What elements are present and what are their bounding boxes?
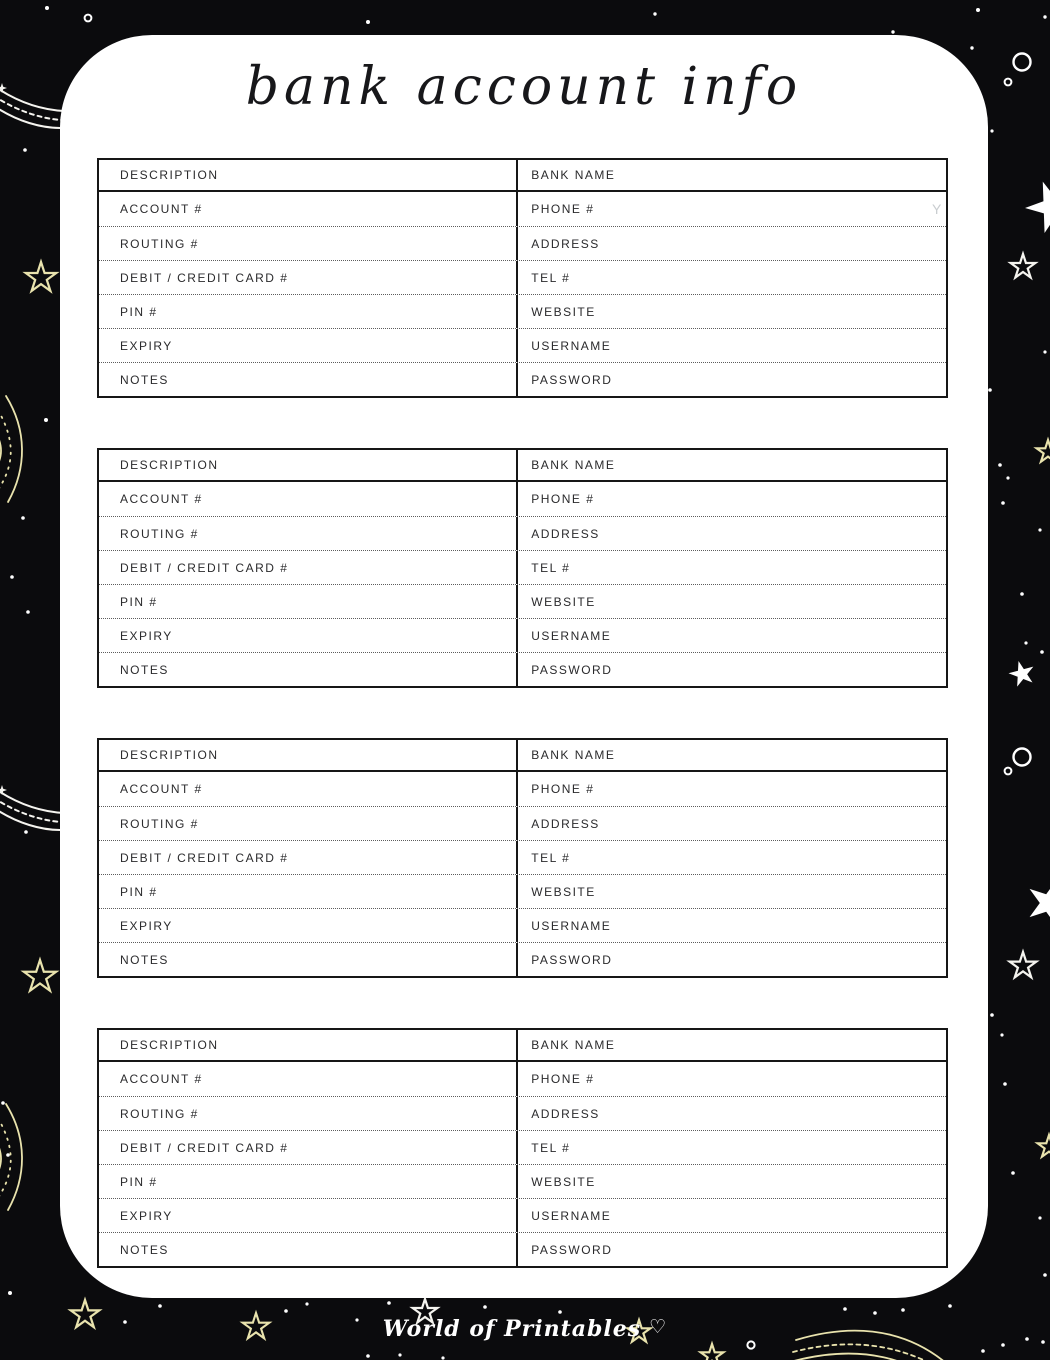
row-label-username: USERNAME xyxy=(531,628,612,643)
row-label-card: DEBIT / CREDIT CARD # xyxy=(99,1131,518,1164)
row-label-expiry: EXPIRY xyxy=(99,909,518,942)
table-row xyxy=(99,1096,946,1130)
table-row xyxy=(99,908,946,942)
row-label-address: ADDRESS xyxy=(531,236,600,251)
table-row xyxy=(99,652,946,686)
table-row xyxy=(99,1062,946,1096)
bank-account-table xyxy=(97,1028,948,1268)
row-label-address: ADDRESS xyxy=(531,816,600,831)
table-row xyxy=(99,260,946,294)
row-label-phone: PHONE # xyxy=(531,202,595,216)
row-label-routing: ROUTING # xyxy=(99,227,518,260)
table-header-row xyxy=(99,740,946,772)
header-cell-description: DESCRIPTION xyxy=(99,1030,518,1060)
row-label-website: WEBSITE xyxy=(531,304,596,319)
circle-outline-icon xyxy=(1014,54,1031,766)
watermark-y: Y xyxy=(932,201,943,217)
row-label-pin: PIN # xyxy=(99,585,518,618)
table-row xyxy=(99,192,946,226)
row-label-account: ACCOUNT # xyxy=(99,482,518,516)
row-label-notes: NOTES xyxy=(99,943,518,976)
table-row xyxy=(99,550,946,584)
table-row xyxy=(99,942,946,976)
table-row xyxy=(99,482,946,516)
table-header-row xyxy=(99,1030,946,1062)
row-label-notes: NOTES xyxy=(99,363,518,396)
row-label-phone: PHONE # xyxy=(531,1072,595,1086)
table-row xyxy=(99,226,946,260)
row-label-password: PASSWORD xyxy=(531,952,613,967)
row-label-notes: NOTES xyxy=(99,653,518,686)
bank-account-table xyxy=(97,158,948,398)
row-label-account: ACCOUNT # xyxy=(99,772,518,806)
header-cell-description: DESCRIPTION xyxy=(99,740,518,770)
table-row xyxy=(99,618,946,652)
row-label-password: PASSWORD xyxy=(531,662,613,677)
row-label-tel: TEL # xyxy=(531,1140,571,1155)
row-label-routing: ROUTING # xyxy=(99,1097,518,1130)
row-label-tel: TEL # xyxy=(531,270,571,285)
table-row xyxy=(99,772,946,806)
row-label-pin: PIN # xyxy=(99,295,518,328)
table-row xyxy=(99,1164,946,1198)
row-label-website: WEBSITE xyxy=(531,884,596,899)
star-filled-icon xyxy=(1006,173,1050,929)
shooting-star-icon xyxy=(0,83,64,128)
table-row xyxy=(99,1198,946,1232)
row-label-username: USERNAME xyxy=(531,918,612,933)
table-row xyxy=(99,328,946,362)
row-label-username: USERNAME xyxy=(531,338,612,353)
row-label-password: PASSWORD xyxy=(531,372,613,387)
row-label-password: PASSWORD xyxy=(531,1242,613,1257)
printable-card xyxy=(60,35,988,1298)
header-cell-bank-name: BANK NAME xyxy=(531,168,616,182)
row-label-tel: TEL # xyxy=(531,560,571,575)
header-cell-description: DESCRIPTION xyxy=(99,450,518,480)
header-cell-bank-name: BANK NAME xyxy=(531,1038,616,1052)
table-row xyxy=(99,362,946,396)
row-label-website: WEBSITE xyxy=(531,594,596,609)
table-header-row xyxy=(99,160,946,192)
row-label-pin: PIN # xyxy=(99,1165,518,1198)
heart-icon: ♡ xyxy=(649,1316,668,1338)
header-cell-bank-name: BANK NAME xyxy=(531,458,616,472)
row-label-routing: ROUTING # xyxy=(99,517,518,550)
table-row xyxy=(99,874,946,908)
row-label-address: ADDRESS xyxy=(531,1106,600,1121)
row-label-tel: TEL # xyxy=(531,850,571,865)
bank-account-table xyxy=(97,448,948,688)
row-label-card: DEBIT / CREDIT CARD # xyxy=(99,551,518,584)
row-label-expiry: EXPIRY xyxy=(99,619,518,652)
table-row xyxy=(99,516,946,550)
table-row xyxy=(99,1232,946,1266)
row-label-account: ACCOUNT # xyxy=(99,1062,518,1096)
row-label-card: DEBIT / CREDIT CARD # xyxy=(99,841,518,874)
row-label-phone: PHONE # xyxy=(531,492,595,506)
row-label-phone: PHONE # xyxy=(531,782,595,796)
table-row xyxy=(99,294,946,328)
page-title: bank account info xyxy=(245,57,803,117)
row-label-address: ADDRESS xyxy=(531,526,600,541)
row-label-account: ACCOUNT # xyxy=(99,192,518,226)
row-label-expiry: EXPIRY xyxy=(99,329,518,362)
footer xyxy=(0,1316,1050,1342)
row-label-routing: ROUTING # xyxy=(99,807,518,840)
table-row xyxy=(99,584,946,618)
row-label-pin: PIN # xyxy=(99,875,518,908)
header-cell-description: DESCRIPTION xyxy=(99,160,518,190)
brand-wordmark: World of Printables xyxy=(382,1316,642,1342)
concentric-arcs-icon xyxy=(0,1104,22,1210)
row-label-expiry: EXPIRY xyxy=(99,1199,518,1232)
bank-account-table xyxy=(97,738,948,978)
concentric-arcs-icon xyxy=(0,396,22,502)
table-header-row xyxy=(99,450,946,482)
shooting-star-icon xyxy=(0,785,64,830)
row-label-username: USERNAME xyxy=(531,1208,612,1223)
header-cell-bank-name: BANK NAME xyxy=(531,748,616,762)
tables-container xyxy=(97,158,948,1318)
table-row xyxy=(99,806,946,840)
table-row xyxy=(99,840,946,874)
row-label-card: DEBIT / CREDIT CARD # xyxy=(99,261,518,294)
table-row xyxy=(99,1130,946,1164)
row-label-notes: NOTES xyxy=(99,1233,518,1266)
row-label-website: WEBSITE xyxy=(531,1174,596,1189)
